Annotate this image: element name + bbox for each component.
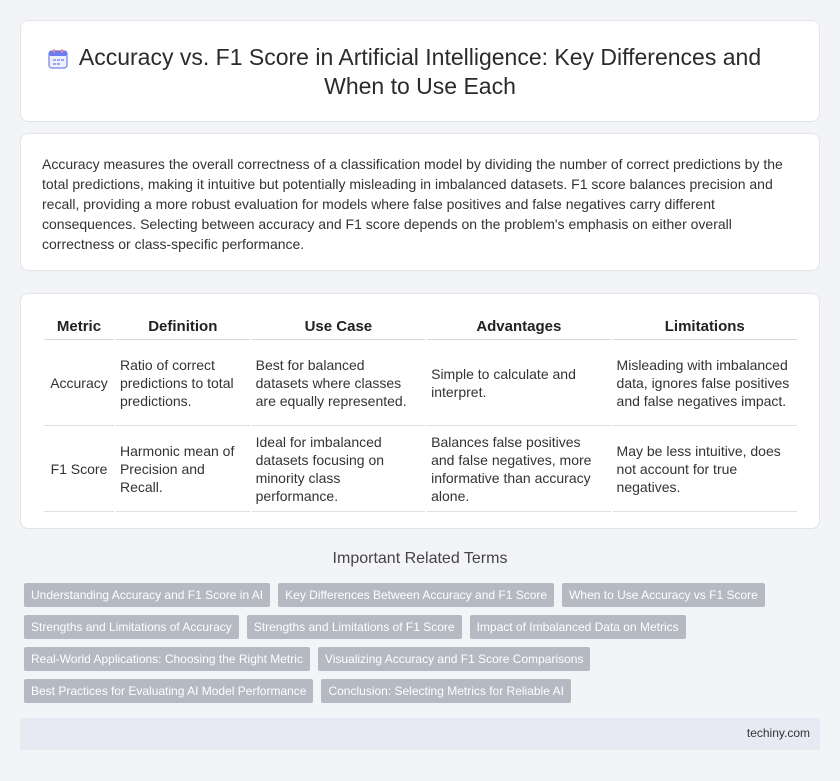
- related-term-tag[interactable]: Best Practices for Evaluating AI Model Performance: [24, 679, 313, 703]
- related-term-tag[interactable]: Strengths and Limitations of Accuracy: [24, 615, 239, 639]
- page-title: Accuracy vs. F1 Score in Artificial Intelligence: Key Differences and When to Use Each: [78, 44, 762, 99]
- tag-row: [24, 583, 804, 607]
- table-cell: May be less intuitive, does not account for true negatives.: [613, 426, 797, 512]
- related-term-tag[interactable]: Strengths and Limitations of F1 Score: [247, 615, 462, 639]
- footer: [20, 718, 820, 750]
- table-row: [44, 340, 797, 426]
- table-cell: Ideal for imbalanced datasets focusing on minority class performance.: [252, 426, 425, 512]
- table-header-row: [44, 314, 797, 340]
- related-term-tag[interactable]: When to Use Accuracy vs F1 Score: [562, 583, 765, 607]
- comparison-table-card: [20, 293, 820, 529]
- table-cell: Accuracy: [44, 340, 114, 426]
- column-header: Advantages: [427, 314, 610, 340]
- intro-card: [20, 133, 820, 271]
- table-cell: F1 Score: [44, 426, 114, 512]
- related-term-tag[interactable]: Understanding Accuracy and F1 Score in AI: [24, 583, 270, 607]
- title-card: [20, 20, 820, 122]
- column-header: Metric: [44, 314, 114, 340]
- related-terms-list: [24, 583, 804, 711]
- table-cell: Simple to calculate and interpret.: [427, 340, 610, 426]
- table-cell: Harmonic mean of Precision and Recall.: [116, 426, 250, 512]
- table-row: [44, 426, 797, 512]
- column-header: Limitations: [613, 314, 797, 340]
- column-header: Definition: [116, 314, 250, 340]
- related-term-tag[interactable]: Real-World Applications: Choosing the Right Metric: [24, 647, 310, 671]
- related-term-tag[interactable]: Key Differences Between Accuracy and F1 Score: [278, 583, 554, 607]
- related-terms-heading: Important Related Terms: [332, 550, 508, 567]
- tag-row: [24, 679, 804, 703]
- table-cell: Best for balanced datasets where classes are equally represented.: [252, 340, 425, 426]
- comparison-table: [42, 314, 799, 512]
- intro-paragraph: Accuracy measures the overall correctness of a classification model by dividing the number of correct predictions by the total predictions, making it intuitive but potentially misleading in imbalanced datasets. F1 score balances precision and recall, providing a more robust evaluation for models where false positives and false negatives carry different consequences. Selecting between accuracy and F1 score depends on the problem's emphasis on either overall correctness or class-specific performance.: [42, 156, 783, 252]
- column-header: Use Case: [252, 314, 425, 340]
- related-term-tag[interactable]: Conclusion: Selecting Metrics for Reliable AI: [321, 679, 570, 703]
- related-term-tag[interactable]: Visualizing Accuracy and F1 Score Comparisons: [318, 647, 591, 671]
- table-cell: Misleading with imbalanced data, ignores false positives and false negatives impact.: [613, 340, 797, 426]
- table-cell: Ratio of correct predictions to total predictions.: [116, 340, 250, 426]
- footer-site-link[interactable]: techiny.com: [746, 726, 810, 740]
- table-cell: Balances false positives and false negatives, more informative than accuracy alone.: [427, 426, 610, 512]
- tag-row: [24, 615, 804, 639]
- tag-row: [24, 647, 804, 671]
- related-term-tag[interactable]: Impact of Imbalanced Data on Metrics: [470, 615, 686, 639]
